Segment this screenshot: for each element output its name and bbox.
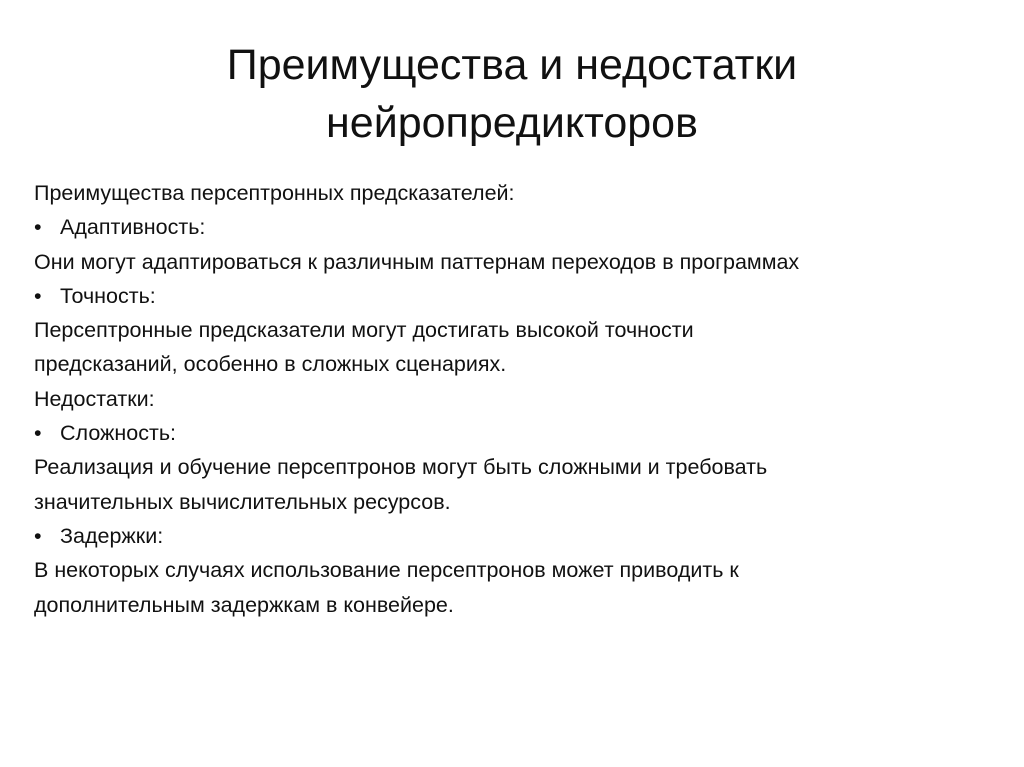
bullet-icon: •	[34, 215, 42, 240]
delays-text-line-2: дополнительным задержкам в конвейере.	[34, 592, 454, 617]
disadvantages-heading: Недостатки:	[34, 386, 155, 411]
adaptivity-text: Они могут адаптироваться к различным паттернам переходов в программах	[34, 249, 800, 274]
advantages-heading: Преимущества персептронных предсказателей:	[34, 181, 515, 205]
complexity-text-line-2: значительных вычислительных ресурсов.	[34, 489, 451, 514]
slide-title-line-2: нейропредикторов	[326, 99, 698, 147]
accuracy-text-line-1: Персептронные предсказатели могут достигать высокой точности	[34, 318, 694, 343]
adaptivity-title: Адаптивность:	[60, 215, 206, 240]
delays-title: Задержки:	[60, 523, 164, 548]
bullet-icon: •	[34, 283, 42, 308]
delays-text-line-1: В некоторых случаях использование персептронов может приводить к	[34, 558, 739, 583]
bullet-icon: •	[34, 523, 42, 548]
bullet-icon: •	[34, 421, 42, 446]
accuracy-text-line-2: предсказаний, особенно в сложных сценариях.	[34, 352, 507, 377]
complexity-title: Сложность:	[60, 421, 177, 446]
slide-title	[60, 36, 964, 152]
adaptivity-bullet-item	[34, 210, 994, 244]
accuracy-title: Точность:	[60, 283, 156, 308]
slide-body	[34, 176, 994, 622]
accuracy-bullet-item	[34, 279, 994, 313]
delays-bullet-item	[34, 519, 994, 553]
complexity-bullet-item	[34, 416, 994, 450]
slide-title-line-1: Преимущества и недостатки	[226, 41, 798, 89]
complexity-text-line-1: Реализация и обучение персептронов могут быть сложными и требовать	[34, 455, 768, 480]
